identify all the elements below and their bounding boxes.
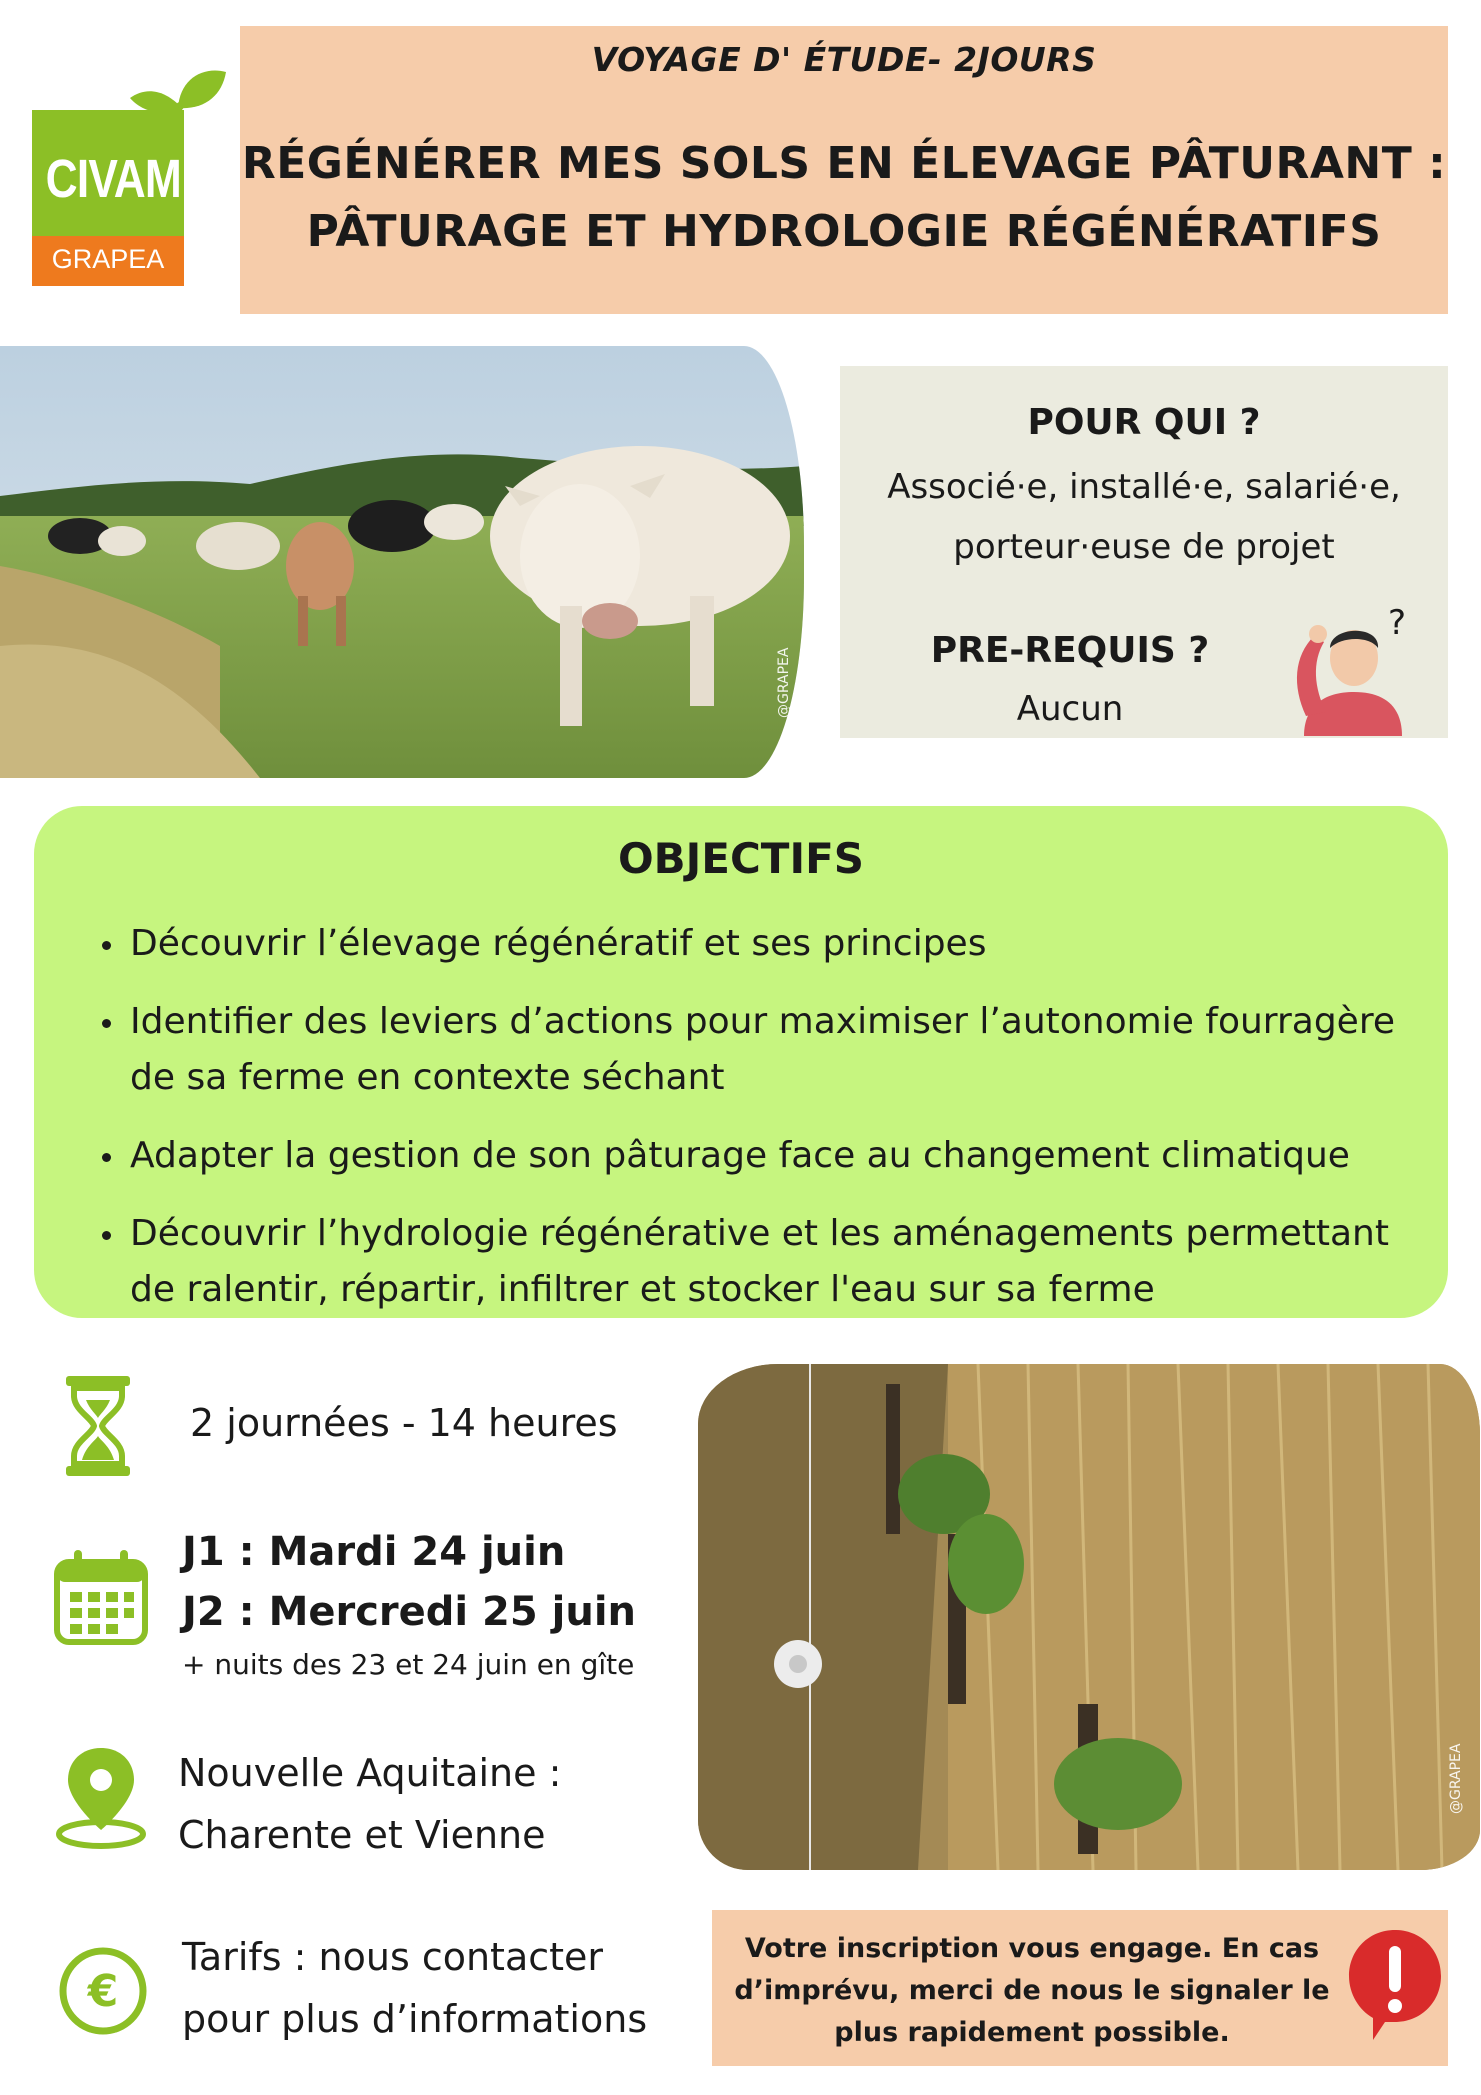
price-line-1: Tarifs : nous contacter	[182, 1935, 604, 1979]
day-1: J1 : Mardi 24 juin	[182, 1529, 566, 1575]
location-text	[178, 1742, 561, 1866]
audience-line-2: porteur·euse de projet	[953, 527, 1335, 567]
logo-brand: CIVAM	[45, 149, 181, 209]
price-text	[182, 1926, 647, 2050]
nights-note: + nuits des 23 et 24 juin en gîte	[182, 1648, 635, 1681]
thinking-person-icon	[1284, 596, 1424, 736]
objectives-list	[130, 916, 1430, 1340]
notice-line-2: d’imprévu, merci de nous le signaler le	[734, 1975, 1330, 2006]
cows-photo-credit: @GRAPEA	[776, 647, 792, 718]
svg-text:?: ?	[1388, 603, 1407, 643]
prereq-value: Aucun	[1016, 689, 1124, 729]
hourglass-icon	[66, 1376, 130, 1476]
objective-line: Adapter la gestion de son pâturage face au changement climatique	[130, 1135, 1350, 1176]
audience-heading: POUR QUI ?	[1027, 402, 1261, 443]
location-line-2: Charente et Vienne	[178, 1813, 546, 1857]
cows-pasture-photo	[0, 346, 804, 778]
objective-line: de ralentir, répartir, infiltrer et stocker l'eau sur sa ferme	[130, 1269, 1155, 1310]
calendar-icon	[54, 1550, 148, 1646]
objective-item	[130, 1206, 1430, 1318]
notice-line-3: plus rapidement possible.	[834, 2017, 1230, 2048]
audience-box	[840, 366, 1448, 738]
objective-line: Découvrir l’élevage régénératif et ses principes	[130, 923, 987, 964]
day-2: J2 : Mercredi 25 juin	[182, 1589, 637, 1635]
vines-photo	[698, 1364, 1480, 1870]
objectives-heading: OBJECTIFS	[617, 834, 865, 883]
audience-line-1: Associé·e, installé·e, salarié·e,	[887, 467, 1401, 507]
title-line-1: RÉGÉNÉRER MES SOLS EN ÉLEVAGE PÂTURANT :	[241, 138, 1447, 189]
logo-orange-block	[32, 236, 184, 286]
location-line-1: Nouvelle Aquitaine :	[178, 1751, 562, 1795]
title-banner	[240, 26, 1448, 314]
objective-line: Découvrir l’hydrologie régénérative et les aménagements permettant	[130, 1213, 1389, 1254]
title-line-2: PÂTURAGE ET HYDROLOGIE RÉGÉNÉRATIFS	[306, 206, 1382, 257]
location-pin-icon	[54, 1744, 148, 1850]
objective-item	[130, 994, 1430, 1106]
trip-kicker: VOYAGE D' ÉTUDE- 2JOURS	[591, 40, 1097, 79]
civam-grapea-logo	[32, 58, 228, 286]
notice-text	[732, 1928, 1332, 2054]
euro-icon	[58, 1946, 148, 2036]
price-line-2: pour plus d’informations	[182, 1997, 648, 2041]
logo-green-block	[32, 110, 184, 236]
logo-sub: GRAPEA	[51, 244, 165, 274]
vines-photo-credit: @GRAPEA	[1448, 1743, 1464, 1814]
notice-line-1: Votre inscription vous engage. En cas	[744, 1933, 1320, 1964]
svg-text:€: €	[87, 1966, 119, 2017]
objective-item	[130, 1128, 1430, 1184]
objective-line: Identifier des leviers d’actions pour maximiser l’autonomie fourragère	[130, 1001, 1395, 1042]
registration-notice	[712, 1910, 1448, 2066]
objective-item	[130, 916, 1430, 972]
page-title	[240, 130, 1448, 266]
objective-line: de sa ferme en contexte séchant	[130, 1057, 725, 1098]
duration-text: 2 journées - 14 heures	[190, 1401, 618, 1445]
prereq-heading: PRE-REQUIS ?	[930, 630, 1210, 671]
objectives-box	[34, 806, 1448, 1318]
dates-block	[182, 1522, 636, 1688]
exclamation-alert-icon	[1345, 1926, 1445, 2044]
